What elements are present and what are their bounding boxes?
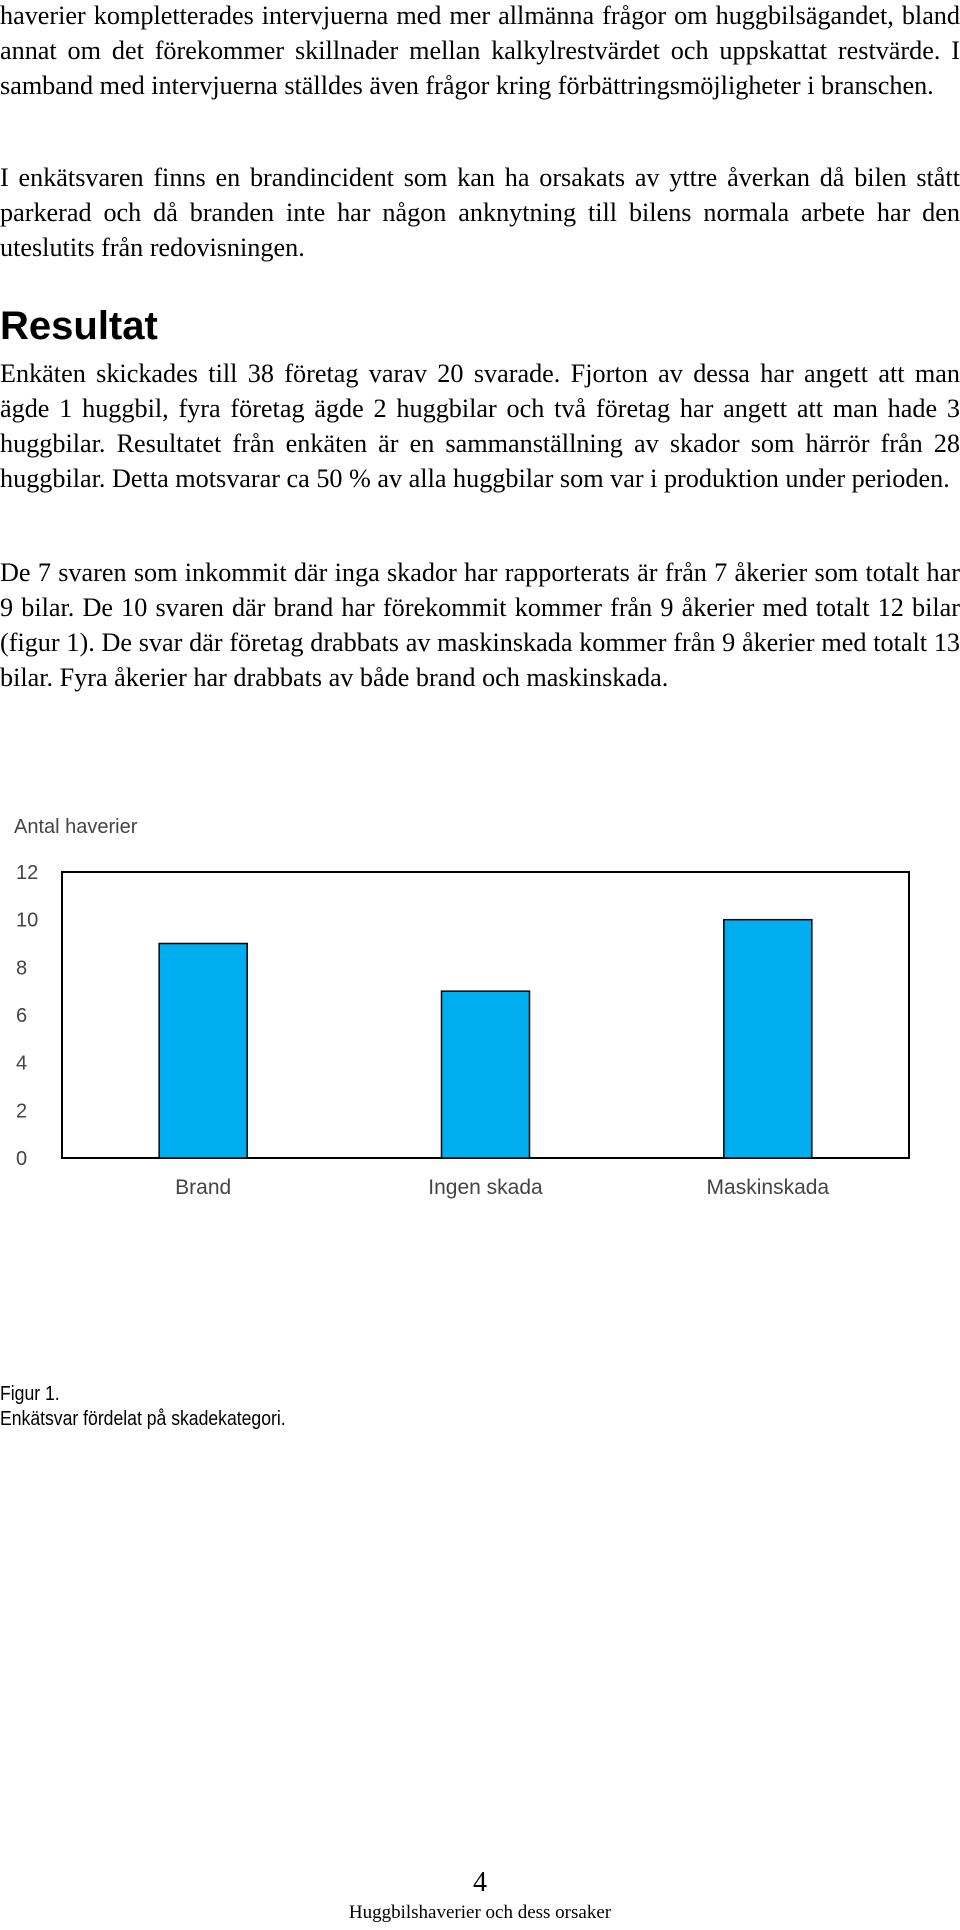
y-tick-label: 8 bbox=[16, 957, 28, 980]
running-footer: Huggbilshaverier och dess orsaker bbox=[348, 1902, 612, 1923]
x-tick-label: Brand bbox=[175, 1176, 232, 1199]
bar-chart bbox=[0, 800, 960, 1360]
bar-maskinskada bbox=[724, 920, 812, 1158]
y-tick-label: 6 bbox=[16, 1005, 28, 1027]
y-axis-ticks bbox=[16, 862, 38, 1170]
results-paragraph-2: De 7 svaren som inkommit där inga skador har rapporterats är från 7 åkerier som totalt har 9 bilar. De 10 svaren där brand har förekommit kommer från 9 åkerier med totalt 12 bilar (figur 1). De svar där företag drabbats av maskinskada kommer från 9 åkerier med totalt 13 bilar. Fyra åkerier har drabbats av både brand och maskinskada. bbox=[0, 558, 960, 692]
y-axis-label: Antal haverier bbox=[14, 816, 138, 838]
y-tick-label: 12 bbox=[16, 862, 39, 884]
x-tick-label: Maskinskada bbox=[706, 1176, 830, 1199]
page-number: 4 bbox=[473, 1867, 487, 1898]
intro-paragraph-2: I enkätsvaren finns en brandincident som kan ha orsakats av yttre åverkan då bilen stått parkerad och då branden inte har någon anknytning till bilens normala arbete har den uteslutits från redovisningen. bbox=[0, 163, 960, 262]
y-tick-label: 0 bbox=[16, 1148, 28, 1170]
bar-ingen-skada bbox=[442, 991, 530, 1158]
y-tick-label: 10 bbox=[16, 909, 39, 932]
results-heading: Resultat bbox=[0, 304, 158, 348]
bar-brand bbox=[159, 944, 247, 1159]
y-tick-label: 4 bbox=[16, 1052, 28, 1075]
intro-paragraph-1: haverier kompletterades intervjuerna med mer allmänna frågor om huggbilsägandet, bland annat om det förekommer skillnader mellan kalkylrestvärdet och uppskattat restvärde. I samband med intervjuerna ställdes även frågor kring förbättringsmöjligheter i branschen. bbox=[0, 1, 960, 100]
figure-caption-label: Figur 1. bbox=[0, 1383, 60, 1405]
x-axis-ticks bbox=[175, 1176, 829, 1199]
x-tick-label: Ingen skada bbox=[428, 1176, 543, 1199]
y-tick-label: 2 bbox=[16, 1100, 28, 1123]
bar-series bbox=[159, 920, 812, 1158]
results-paragraph-1: Enkäten skickades till 38 företag varav 20 svarade. Fjorton av dessa har angett att man ägde 1 huggbil, fyra företag ägde 2 huggbilar och två företag har angett att man hade 3 huggbilar. Resultatet från enkäten är en sammanställning av skador som härrör från 28 huggbilar. Detta motsvarar ca 50 % av alla huggbilar som var i produktion under perioden. bbox=[0, 359, 960, 493]
figure-caption-text: Enkätsvar fördelat på skadekategori. bbox=[0, 1408, 286, 1430]
